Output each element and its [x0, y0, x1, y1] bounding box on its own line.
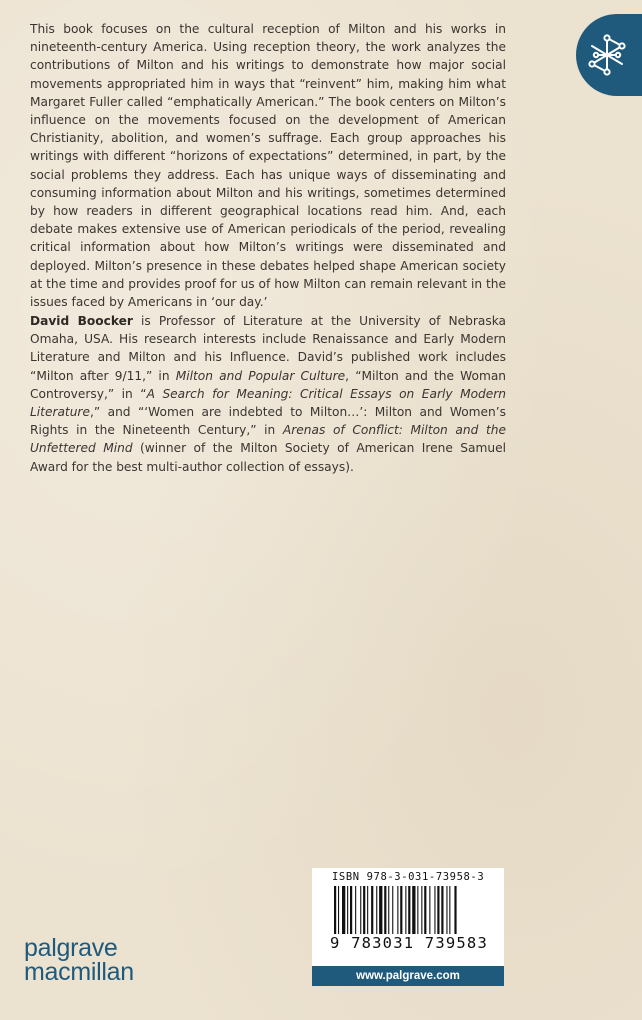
- publisher-name-line1: palgrave: [24, 934, 118, 962]
- author-name: David Boocker: [30, 314, 133, 328]
- publisher-name-line2: macmillan: [24, 958, 134, 986]
- bio-title-3: Arenas of Conflict: Milton and the Unfettered Mind: [30, 423, 506, 456]
- publisher-logo: [24, 936, 134, 984]
- isbn-label: ISBN 978-3-031-73958-3: [332, 871, 485, 883]
- barcode-icon: [334, 886, 484, 934]
- publisher-url: www.palgrave.com: [312, 966, 504, 986]
- bio-title-1: Milton and Popular Culture: [175, 368, 346, 383]
- book-description: This book focuses on the cultural reception of Milton and his works in nineteenth-century America. Using reception theory, the work analyzes the contributions of Milton and his writings to demonstrate how major social movements appropriated him in ways that “reinvent” him, making him what Margaret Fuller called “emphatically American.” The book centers on Milton’s influence on the movements focused on the development of American Christianity, abolition, and women’s suffrage. Each group approaches his writings with different “horizons of expectations” determined, in part, by the social problems they address. Each has unique ways of disseminating and consuming information about Milton and his writings, sometimes determined by how readers in different geographical locations read him. And, each debate makes extensive use of American periodicals of the period, revealing critical information about how Milton’s writings were disseminated and deployed. Milton’s presence in these debates helped shape American society at the time and provides proof for us of how Milton can remain relevant in the issues faced by Americans in ‘our day.’: [30, 22, 506, 310]
- barcode-panel: [312, 868, 504, 986]
- palgrave-corner-logo: [576, 14, 642, 96]
- bio-text-3: ,” and “‘Women are indebted to Milton…’: Milton and Women’s Rights in the Nineteenth Century,” in: [30, 405, 506, 438]
- bio-title-2: A Search for Meaning: Critical Essays on Early Modern Literature: [30, 386, 507, 420]
- bio-text-2: , “Milton and the Woman Controversy,” in “: [30, 368, 507, 401]
- bio-text-1: is Professor of Literature at the University of Nebraska Omaha, USA. His research interests include Renaissance and Early Modern Literature and Milton and his Influence. David’s published work includes “Milton after 9/11,” in: [30, 314, 507, 383]
- barcode-digits: 9 783031 739583: [330, 934, 488, 952]
- palgrave-constellation-icon: [586, 34, 628, 76]
- bio-text-4: (winner of the Milton Society of American Irene Samuel Award for the best multi-author collection of essays).: [30, 441, 506, 474]
- author-bio: [30, 312, 506, 476]
